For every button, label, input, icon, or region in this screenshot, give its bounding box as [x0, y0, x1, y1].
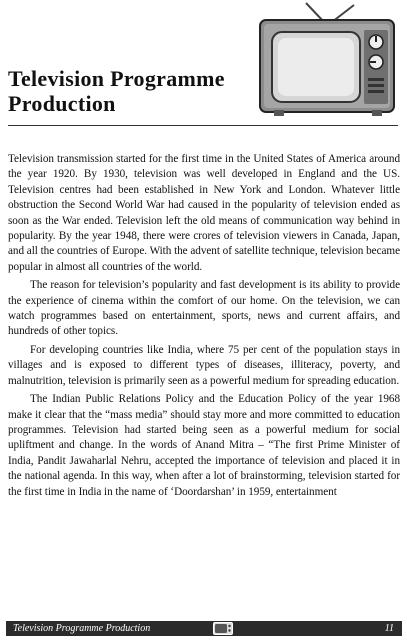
page-title: [8, 66, 288, 116]
title-divider: [8, 125, 398, 126]
paragraph: Television transmission started for the first time in the United States of America around the year 1920. By 1930, television was well developed in England and the US. Television centres had been established in New York and London. Whatever little obstruction the Second World War had caused in the popularity of television ended as soon as the War ended. Television left the old means of communication way behind in popularity. By the year 1948, there were crores of television viewers in Canada, Japan, and all the countries of Europe. With the advent of satellite technique, television became popular in almost all countries of the world.: [8, 153, 400, 273]
paragraph: The Indian Public Relations Policy and the Education Policy of the year 1968 make it clear that the “mass media” should stay more and more committed to education programmes. Television had started being seen as a powerful medium for social upliftment and change. In the words of Anand Mitra – “The first Prime Minister of India, Pandit Jawaharlal Nehru, accepted the importance of television and placed it in the national agenda. In this way, when after a lot of brainstorming, television started for the first time in India in the name of ‘Doordarshan’ in 1959, entertainment: [8, 393, 400, 498]
page-number: 11: [384, 623, 394, 634]
television-icon: [213, 622, 233, 635]
footer-title: Television Programme Production: [13, 623, 151, 634]
page-title-line-1: Television Programme: [8, 66, 225, 91]
paragraph: For developing countries like India, where 75 per cent of the population stays in villages and is exposed to different types of diseases, illiteracy, poverty, and malnutrition, television is primarily seen as a powerful medium for spreading education.: [8, 343, 400, 387]
page-footer: [6, 621, 402, 636]
paragraph: The reason for television’s popularity and fast development is its ability to provide the experience of cinema within the comfort of our home. On the television, we can watch programmes based on entertainment, sports, news and current affairs, and hundreds of other topics.: [8, 279, 400, 338]
page-title-line-2: Production: [8, 91, 116, 116]
body-text: [8, 152, 400, 503]
